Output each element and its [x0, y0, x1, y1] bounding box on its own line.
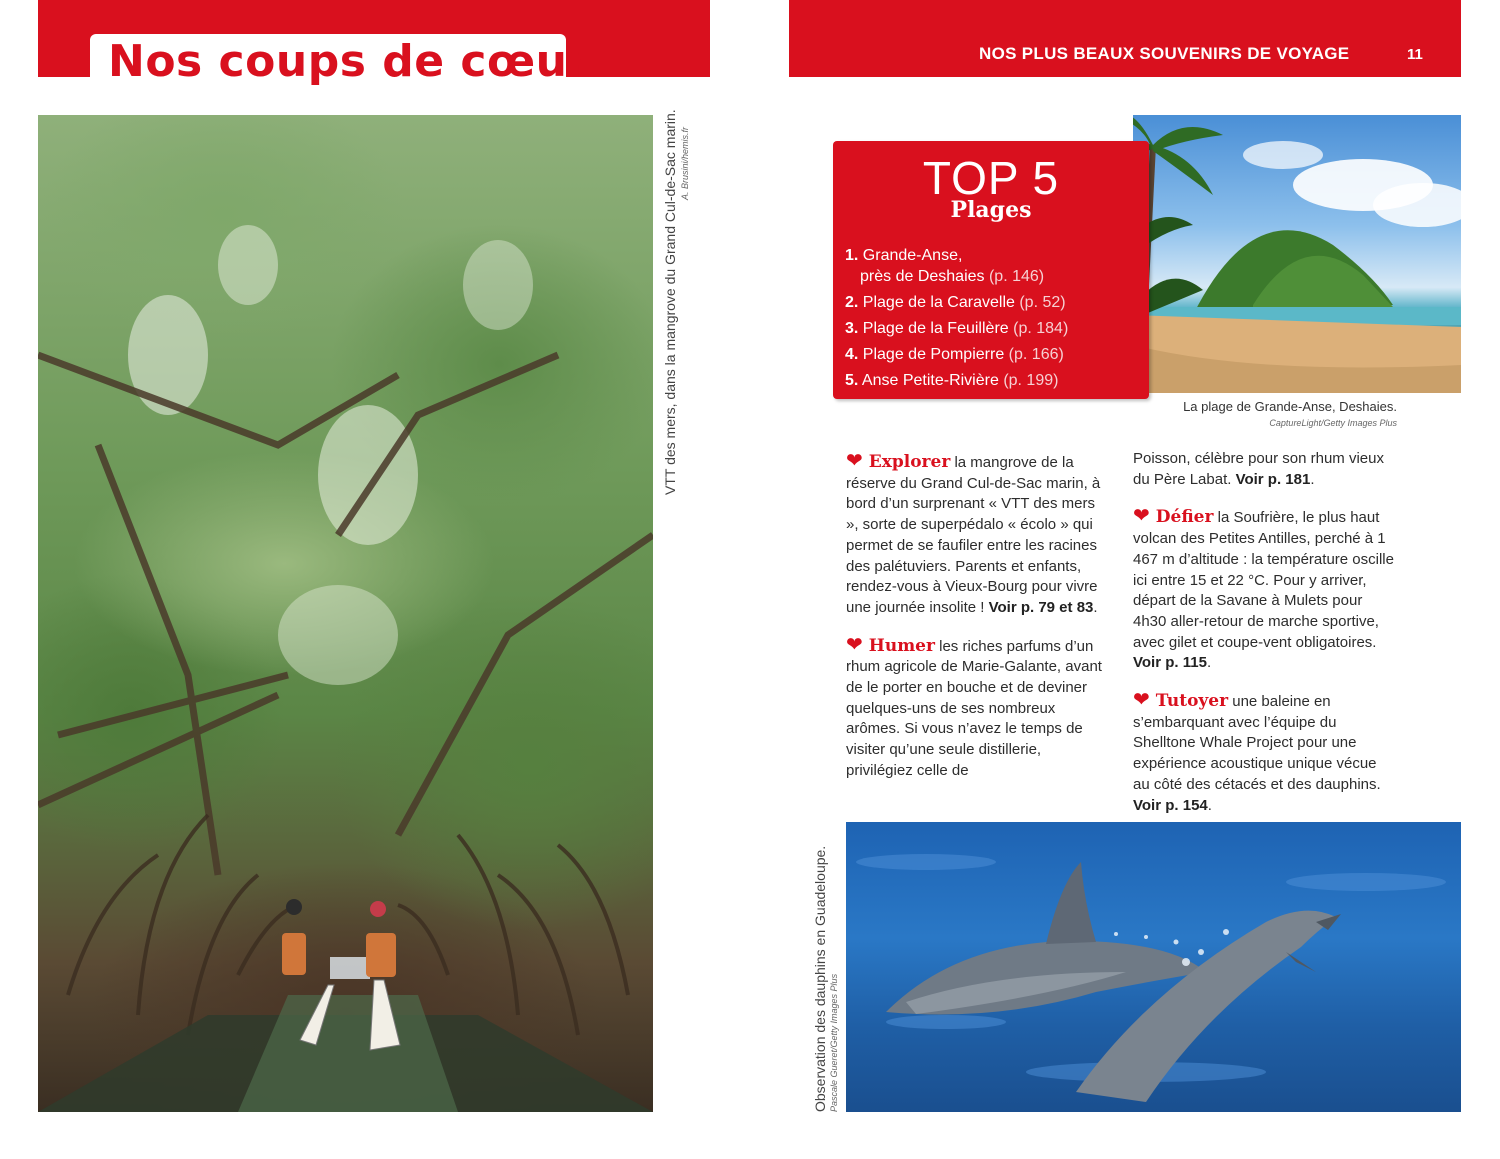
entry-text: la Soufrière, le plus haut volcan des Petites Antilles, perché à 1 467 m d’altitude : la température oscille ici entre 15 et 22 °C. Pour y arriver, départ de la Savane à Mulets pour 4h30 aller-retour de marche sportive, avec gilet et coupe-vent obligatoires.	[1133, 509, 1394, 651]
list-item	[845, 370, 1145, 391]
item-name: Plage de la Caravelle	[862, 294, 1015, 311]
item-number: 3.	[845, 320, 859, 337]
item-name: Anse Petite-Rivière	[861, 372, 999, 389]
dolphins-photo-caption: Observation des dauphins en Guadeloupe.	[812, 845, 828, 1112]
entry-text: la mangrove de la réserve du Grand Cul-de-Sac marin, à bord d’un surprenant « VTT des mers », sorte de superpédalo « écolo » qui permet de se faufiler entre les racines des palétuviers. Parents et enfants, rendez-vous à Vieux-Bourg pour vivre une journée insolite !	[846, 454, 1101, 616]
right-red-banner	[789, 0, 1461, 77]
entry-humer	[846, 635, 1108, 782]
top5-box	[833, 141, 1149, 399]
entry-defier: ❤ Défier la Soufrière, le plus haut volcan des Petites Antilles, perché à 1 467 m d’altitude : la température oscille ici entre 15 et 22 °C. Pour y arriver, départ de la Savane à Mulets pour 4h30 aller-retour de marche sportive, avec gilet et coupe-vent obligatoires. Voir p. 115.	[1133, 505, 1394, 672]
item-name: Plage de la Feuillère	[862, 320, 1009, 337]
text-column-1	[846, 451, 1108, 798]
heart-icon: ❤	[1133, 505, 1150, 528]
page-number: 11	[1407, 46, 1423, 63]
heart-icon: ❤	[846, 450, 863, 472]
entry-keyword: Tutoyer	[1155, 691, 1229, 712]
text-column-2	[1133, 449, 1395, 832]
item-number: 5.	[845, 372, 859, 389]
entry-keyword: Explorer	[868, 452, 951, 472]
entry-text: Poisson, célèbre pour son rhum vieux du Père Labat.	[1133, 450, 1384, 488]
page-title: Nos coups de cœur	[108, 36, 590, 87]
heart-icon: ❤	[1133, 689, 1150, 712]
beach-photo-caption: La plage de Grande-Anse, Deshaies.	[1183, 399, 1397, 414]
top5-title: TOP 5	[922, 152, 1060, 204]
dolphins-illustration	[846, 822, 1461, 1112]
entry-page-ref: Voir p. 115	[1133, 654, 1207, 672]
item-name-continued: près de Deshaies	[860, 268, 985, 285]
item-page-ref: (p. 52)	[1019, 294, 1066, 311]
entry-page-ref: Voir p. 181	[1235, 470, 1311, 488]
entry-text: une baleine en s’embarquant avec l’équipe du Shelltone Whale Project pour une expérience acoustique unique vécue au côté des cétacés et des dauphins.	[1133, 693, 1381, 793]
running-header: NOS PLUS BEAUX SOUVENIRS DE VOYAGE	[979, 44, 1350, 63]
entry-tutoyer: ❤ Tutoyer une baleine en s’embarquant avec l’équipe du Shelltone Whale Project pour une expérience acoustique unique vécue au côté des cétacés et des dauphins. Voir p. 154.	[1133, 689, 1381, 814]
entry-explorer: ❤ Explorer la mangrove de la réserve du Grand Cul-de-Sac marin, à bord d’un surprenant « VTT des mers », sorte de superpédalo « écolo » qui permet de se faufiler entre les racines des palétuviers. Parents et enfants, rendez-vous à Vieux-Bourg pour vivre une journée insolite ! Voir p. 79 et 83.	[846, 450, 1101, 616]
item-page-ref: (p. 146)	[988, 268, 1045, 285]
entry-keyword: Défier	[1155, 507, 1214, 528]
mangrove-photo-credit: A. Brusini/hemis.fr	[680, 126, 690, 200]
top5-list	[845, 245, 1145, 396]
beach-photo	[1133, 115, 1461, 393]
list-item	[845, 292, 1145, 313]
item-number: 4.	[845, 346, 859, 363]
item-number: 2.	[845, 294, 859, 311]
list-item	[845, 344, 1145, 365]
entry-page-ref: Voir p. 154	[1133, 796, 1208, 814]
list-item	[845, 245, 1145, 287]
beach-photo-credit: CaptureLight/Getty Images Plus	[1269, 418, 1397, 428]
entry-text: les riches parfums d’un rhum agricole de Marie-Galante, avant de le porter en bouche et de deviner quelques-uns de ses nombreux arômes. Si vous n’avez le temps de visiter qu’une seule distillerie, privilégiez celle de	[846, 637, 1102, 779]
entry-page-ref: Voir p. 79 et 83	[988, 598, 1094, 616]
mangrove-kayak-photo	[38, 115, 653, 1112]
item-number: 1.	[845, 247, 859, 264]
mangrove-illustration	[38, 115, 653, 1112]
item-name: Plage de Pompierre	[862, 346, 1005, 363]
item-page-ref: (p. 184)	[1013, 320, 1069, 337]
top5-subtitle: Plages	[950, 197, 1032, 223]
entry-humer-continued: Poisson, célèbre pour son rhum vieux du Père Labat. Voir p. 181.	[1133, 450, 1384, 488]
heart-icon: ❤	[846, 633, 863, 656]
dolphins-photo-credit: Pascale Gueret/Getty Images Plus	[829, 973, 839, 1112]
item-page-ref: (p. 166)	[1008, 346, 1064, 363]
entry-keyword: Humer	[868, 635, 935, 656]
dolphins-photo	[846, 822, 1461, 1112]
mangrove-photo-caption: VTT des mers, dans la mangrove du Grand Cul-de-Sac marin.	[662, 109, 678, 495]
beach-illustration	[1133, 115, 1461, 393]
item-page-ref: (p. 199)	[1003, 372, 1059, 389]
list-item	[845, 318, 1145, 339]
item-name: Grande-Anse,	[862, 247, 963, 264]
